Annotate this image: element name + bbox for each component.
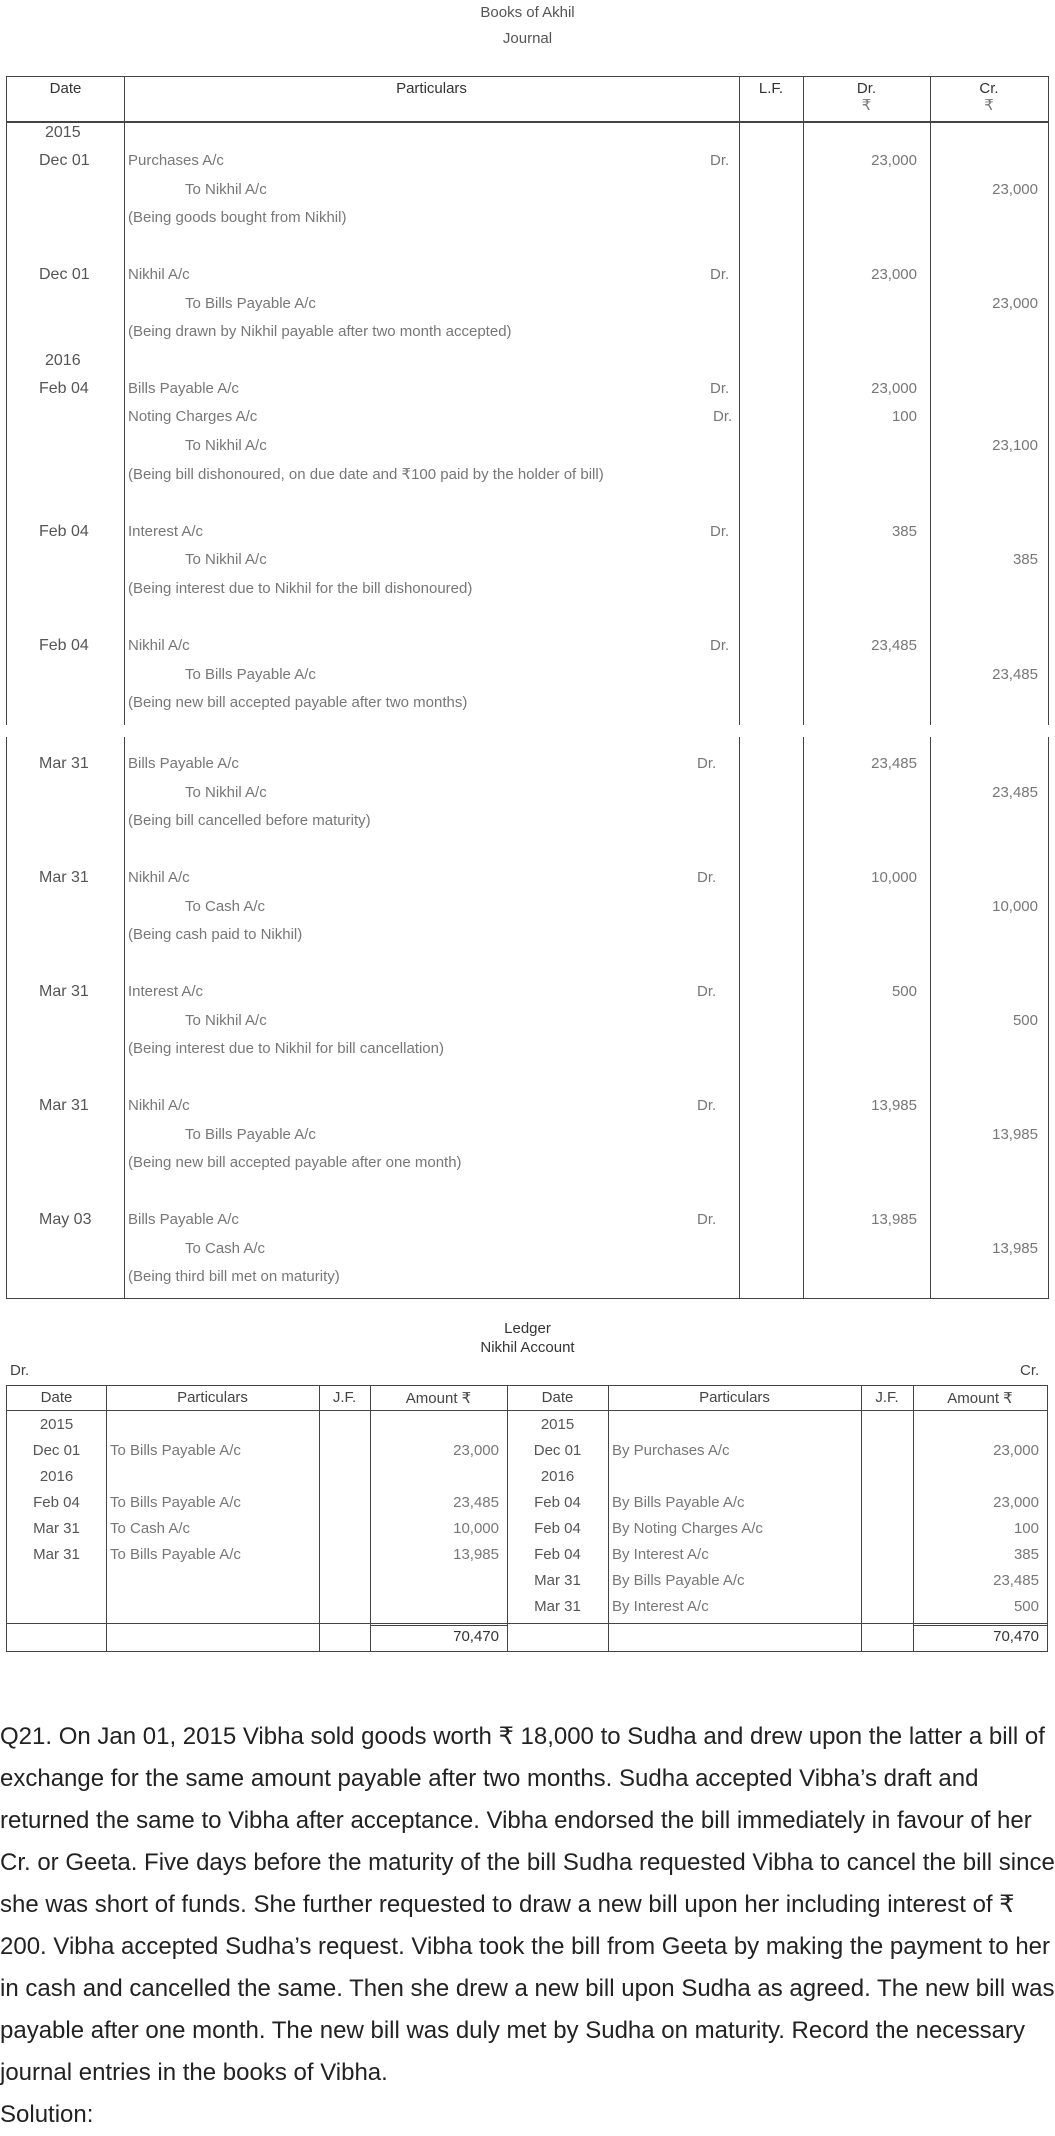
col-dr-currency: ₹: [861, 97, 872, 114]
ledger-table: [6, 1385, 1048, 1652]
ledger-cr-particulars: By Noting Charges A/c: [612, 1520, 763, 1537]
debit-account: Nikhil A/c: [128, 1097, 190, 1114]
dr-mark: Dr.: [713, 408, 733, 425]
cr-amount: 385: [1012, 551, 1038, 568]
ledger-dr-date: Mar 31: [33, 1520, 80, 1537]
debit-account: Interest A/c: [128, 983, 204, 1000]
debit-account: Bills Payable A/c: [128, 1211, 239, 1228]
dr-mark: Dr.: [710, 637, 730, 654]
dr-amount: 23,485: [871, 637, 917, 654]
ledger-account-title: Nikhil Account: [480, 1339, 575, 1356]
dr-amount: 13,985: [871, 1211, 917, 1228]
dr-mark: Dr.: [710, 523, 730, 540]
ledger-dr-amount: 10,000: [453, 1520, 499, 1537]
book-title: Books of Akhil: [480, 4, 575, 21]
entry-date: May 03: [39, 1211, 92, 1228]
entry-date: Dec 01: [39, 266, 90, 283]
debit-account: Bills Payable A/c: [128, 755, 239, 772]
journal-body-part2: [6, 737, 1049, 1299]
ledger-col-jf: J.F.: [332, 1389, 357, 1406]
narration: (Being new bill accepted payable after two months): [128, 694, 468, 711]
ledger-total-cr: 70,470: [993, 1628, 1039, 1645]
entry-date: Feb 04: [39, 523, 89, 540]
ledger-col-amount: Amount ₹: [405, 1390, 472, 1407]
journal-header: [6, 76, 1049, 123]
dr-mark: Dr.: [697, 1097, 717, 1114]
dr-amount: 10,000: [871, 869, 917, 886]
dr-amount: 385: [891, 523, 917, 540]
credit-account: To Cash A/c: [185, 898, 266, 915]
dr-amount: 100: [891, 408, 917, 425]
narration: (Being drawn by Nikhil payable after two month accepted): [128, 323, 512, 340]
col-cr-currency: ₹: [984, 97, 994, 114]
ledger-dr-particulars: To Bills Payable A/c: [110, 1442, 241, 1459]
cr-amount: 13,985: [992, 1126, 1038, 1143]
ledger-dr-date: 2015: [39, 1416, 74, 1433]
ledger-dr-amount: 23,485: [453, 1494, 499, 1511]
ledger-dr-date: Dec 01: [32, 1442, 81, 1459]
entry-date: Dec 01: [39, 152, 90, 169]
dr-mark: Dr.: [697, 1211, 717, 1228]
ledger-col-particulars: Particulars: [699, 1389, 770, 1406]
narration: (Being bill dishonoured, on due date and ₹100 paid by the holder of bill): [128, 466, 604, 483]
credit-account: To Nikhil A/c: [185, 551, 267, 568]
ledger-dr-date: Mar 31: [33, 1546, 80, 1563]
ledger-cr-particulars: By Purchases A/c: [612, 1442, 730, 1459]
cr-amount: 23,000: [992, 181, 1038, 198]
narration: (Being interest due to Nikhil for the bill dishonoured): [128, 580, 473, 597]
dr-amount: 23,485: [871, 755, 917, 772]
ledger-cr-date: Dec 01: [533, 1442, 582, 1459]
year-label: 2015: [45, 124, 81, 141]
dr-amount: 23,000: [871, 266, 917, 283]
credit-account: To Cash A/c: [185, 1240, 266, 1257]
dr-amount: 500: [891, 983, 917, 1000]
cr-amount: 23,000: [992, 295, 1038, 312]
col-date: Date: [49, 80, 82, 97]
ledger-title: Ledger: [504, 1320, 551, 1337]
ledger-dr-date: 2016: [39, 1468, 74, 1485]
ledger-cr-particulars: By Bills Payable A/c: [612, 1494, 745, 1511]
ledger-cr-amount: 100: [1013, 1520, 1039, 1537]
ledger-cr-particulars: By Interest A/c: [612, 1546, 709, 1563]
credit-account: To Bills Payable A/c: [185, 1126, 316, 1143]
ledger-col-amount: Amount ₹: [947, 1390, 1013, 1407]
credit-account: To Nikhil A/c: [185, 181, 267, 198]
ledger-cr-amount: 385: [1013, 1546, 1039, 1563]
cr-amount: 23,485: [992, 666, 1038, 683]
entry-date: Mar 31: [39, 869, 89, 886]
entry-date: Feb 04: [39, 380, 89, 397]
question-text: Q21. On Jan 01, 2015 Vibha sold goods worth ₹ 18,000 to Sudha and drew upon the latter a bill of exchange for the same amount payable after two months. Sudha accepted Vibha’s draft and returned the same to Vibha after acceptance. Vibha endorsed the bill immediately in favour of her Cr. or Geeta. Five days before the maturity of the bill Sudha requested Vibha to cancel the bill since she was short of funds. She further requested to draw a new bill upon her including interest of ₹ 200. Vibha accepted Sudha’s request. Vibha took the bill from Geeta by making the payment to her in cash and cancelled the same. Then she drew a new bill upon Sudha as agreed. The new bill was payable after one month. The new bill was duly met by Sudha on maturity. Record the necessary journal entries in the books of Vibha.: [0, 1723, 1055, 2086]
debit-account: Purchases A/c: [128, 152, 224, 169]
ledger-cr-amount: 23,000: [993, 1494, 1039, 1511]
ledger-cr-particulars: By Interest A/c: [612, 1598, 709, 1615]
ledger-col-jf: J.F.: [875, 1389, 899, 1406]
ledger-dr-amount: 13,985: [453, 1546, 499, 1563]
entry-date: Mar 31: [39, 1097, 89, 1114]
year-label: 2016: [45, 352, 81, 369]
cr-amount: 13,985: [992, 1240, 1038, 1257]
entry-date: Mar 31: [39, 755, 89, 772]
cr-amount: 500: [1012, 1012, 1038, 1029]
ledger-cr-date: Mar 31: [534, 1598, 581, 1615]
entry-date: Mar 31: [39, 983, 89, 1000]
col-particulars: Particulars: [396, 80, 467, 97]
debit-account: Nikhil A/c: [128, 869, 190, 886]
debit-account: Bills Payable A/c: [128, 380, 239, 397]
ledger-cr-date: 2015: [540, 1416, 575, 1433]
dr-mark: Dr.: [710, 266, 730, 283]
ledger-dr-particulars: To Bills Payable A/c: [110, 1546, 241, 1563]
dr-mark: Dr.: [697, 755, 717, 772]
narration: (Being bill cancelled before maturity): [128, 812, 371, 829]
dr-amount: 13,985: [871, 1097, 917, 1114]
ledger-dr-particulars: To Bills Payable A/c: [110, 1494, 241, 1511]
ledger-cr-amount: 23,485: [993, 1572, 1039, 1589]
ledger-cr-date: Feb 04: [534, 1546, 581, 1563]
ledger-cr-particulars: By Bills Payable A/c: [612, 1572, 745, 1589]
narration: (Being third bill met on maturity): [128, 1268, 340, 1285]
ledger-col-date: Date: [541, 1389, 574, 1406]
ledger-cr-date: Mar 31: [534, 1572, 581, 1589]
cr-amount: 23,485: [992, 784, 1038, 801]
credit-account: To Bills Payable A/c: [185, 295, 316, 312]
ledger-col-particulars: Particulars: [177, 1389, 248, 1406]
dr-mark: Dr.: [710, 152, 730, 169]
dr-mark: Dr.: [710, 380, 730, 397]
ledger-cr-amount: 23,000: [993, 1442, 1039, 1459]
cr-amount: 10,000: [992, 898, 1038, 915]
ledger-dr-amount: 23,000: [453, 1442, 499, 1459]
narration: (Being new bill accepted payable after one month): [128, 1154, 462, 1171]
credit-account: To Nikhil A/c: [185, 437, 267, 454]
col-cr: Cr.: [979, 80, 999, 97]
col-lf: L.F.: [758, 80, 784, 97]
narration: (Being interest due to Nikhil for bill cancellation): [128, 1040, 444, 1057]
dr-amount: 23,000: [871, 380, 917, 397]
dr-mark: Dr.: [697, 983, 717, 1000]
debit-account: Nikhil A/c: [128, 266, 190, 283]
narration: (Being cash paid to Nikhil): [128, 926, 303, 943]
dr-mark: Dr.: [697, 869, 717, 886]
dr-amount: 23,000: [871, 152, 917, 169]
ledger-cr-date: 2016: [540, 1468, 575, 1485]
ledger-cr-amount: 500: [1013, 1598, 1039, 1615]
debit-account-2: Noting Charges A/c: [128, 408, 258, 425]
credit-account: To Nikhil A/c: [185, 1012, 267, 1029]
credit-account: To Nikhil A/c: [185, 784, 267, 801]
col-dr: Dr.: [856, 80, 877, 97]
journal-title: Journal: [502, 30, 553, 47]
entry-date: Feb 04: [39, 637, 89, 654]
ledger-dr-particulars: To Cash A/c: [110, 1520, 191, 1537]
ledger-dr-label: Dr.: [10, 1362, 30, 1379]
ledger-total-dr: 70,470: [453, 1628, 499, 1645]
ledger-cr-date: Feb 04: [534, 1494, 581, 1511]
narration: (Being goods bought from Nikhil): [128, 209, 347, 226]
cr-amount: 23,100: [992, 437, 1038, 454]
solution-label: Solution:: [0, 2101, 94, 2128]
journal-body-part1: [6, 121, 1049, 725]
ledger-dr-date: Feb 04: [33, 1494, 80, 1511]
ledger-cr-label: Cr.: [1020, 1362, 1040, 1379]
credit-account: To Bills Payable A/c: [185, 666, 316, 683]
debit-account: Interest A/c: [128, 523, 204, 540]
debit-account: Nikhil A/c: [128, 637, 190, 654]
ledger-cr-date: Feb 04: [534, 1520, 581, 1537]
ledger-col-date: Date: [40, 1389, 73, 1406]
